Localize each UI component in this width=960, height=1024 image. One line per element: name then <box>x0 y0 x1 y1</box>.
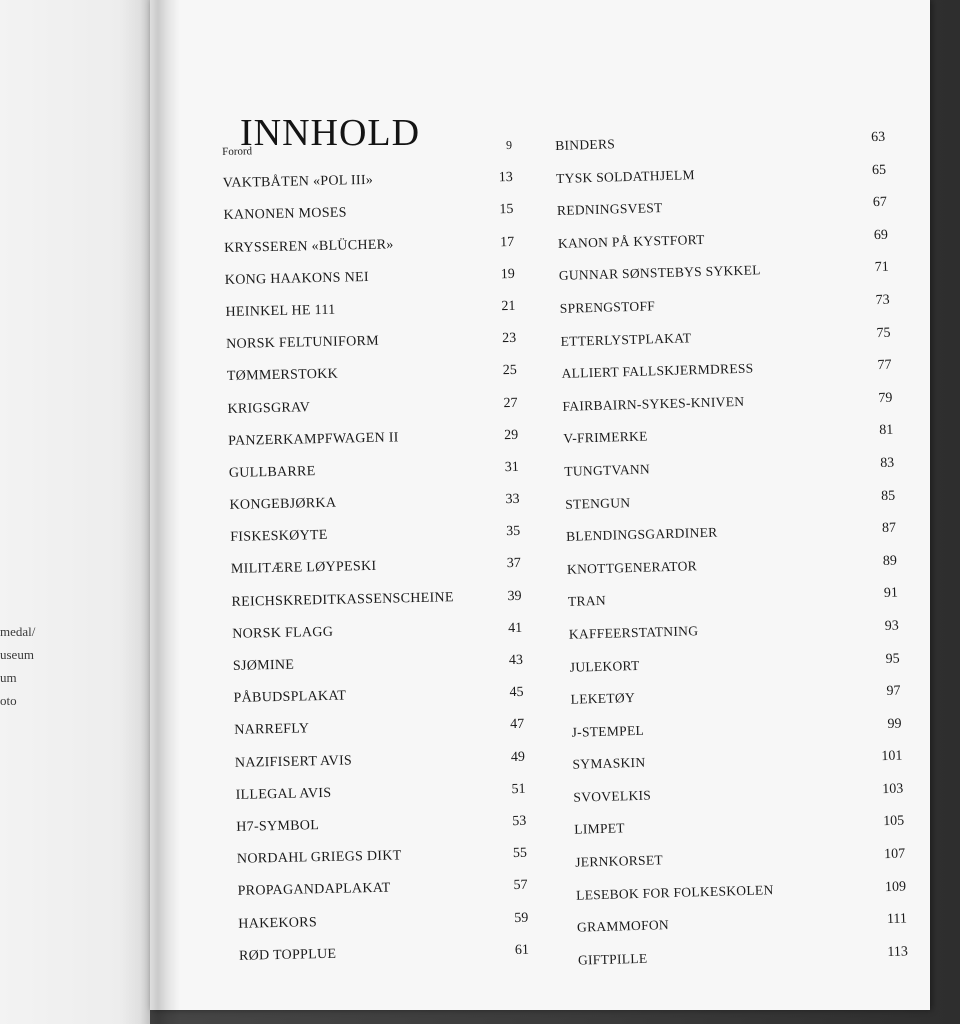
toc-left-column <box>222 138 529 981</box>
toc-entry-page-number: 53 <box>512 813 527 830</box>
toc-entry-title: TYSK SOLDATHJELM <box>555 166 695 186</box>
toc-entry-page-number: 111 <box>886 911 908 928</box>
credit-line: oto <box>0 693 17 708</box>
toc-entry-title: KRIGSGRAV <box>227 399 311 417</box>
toc-entry-title: REICHSKREDITKASSENSCHEINE <box>231 589 454 610</box>
toc-entry-title: ETTERLYSTPLAKAT <box>560 329 692 349</box>
toc-entry-page-number: 95 <box>885 651 900 667</box>
toc-entry-page-number: 9 <box>505 137 513 153</box>
toc-entry <box>239 942 530 980</box>
toc-entry-title: LESEBOK FOR FOLKESKOLEN <box>575 881 774 903</box>
toc-entry-title: KNOTTGENERATOR <box>566 557 698 577</box>
toc-entry-title: LIMPET <box>574 820 626 838</box>
toc-entry-title: SYMASKIN <box>572 755 646 773</box>
toc-entry-page-number: 37 <box>506 556 522 572</box>
toc-entry-title: TRAN <box>567 593 607 610</box>
toc-right-column <box>555 129 909 985</box>
toc-entry-page-number: 33 <box>505 491 520 508</box>
toc-entry-title: PANZERKAMPFWAGEN II <box>228 430 399 449</box>
toc-entry-page-number: 45 <box>509 684 524 701</box>
toc-entry-page-number: 31 <box>504 459 519 476</box>
toc-entry-page-number: 19 <box>500 266 515 282</box>
toc-entry-page-number: 107 <box>883 846 906 863</box>
toc-entry-page-number: 105 <box>883 813 905 830</box>
toc-entry-title: KANONEN MOSES <box>223 205 347 224</box>
toc-entry-page-number: 29 <box>504 427 519 443</box>
toc-entry-page-number: 21 <box>501 298 516 315</box>
toc-entry-title: FISKESKØYTE <box>230 528 328 546</box>
toc-entry-page-number: 27 <box>503 395 518 411</box>
toc-entry-title: NORDAHL GRIEGS DIKT <box>236 848 402 867</box>
toc-entry-title: TØMMERSTOKK <box>226 366 339 385</box>
toc-entry-title: SJØMINE <box>232 657 295 674</box>
toc-entry-title: PÅBUDSPLAKAT <box>233 688 347 707</box>
toc-entry-title: BINDERS <box>555 136 616 153</box>
toc-entry-page-number: 67 <box>872 194 888 211</box>
toc-entry-page-number: 49 <box>510 749 526 765</box>
toc-entry-title: STENGUN <box>565 494 631 512</box>
toc-entry-title: KANON PÅ KYSTFORT <box>557 231 705 251</box>
toc-entry-page-number: 43 <box>508 652 524 669</box>
credit-line: um <box>0 670 17 685</box>
toc-entry-page-number: 103 <box>882 781 904 797</box>
toc-entry-title: GRAMMOFON <box>576 917 670 935</box>
toc-entry-page-number: 51 <box>511 781 526 797</box>
toc-entry-page-number: 83 <box>880 455 895 471</box>
toc-entry-title: Forord <box>222 145 253 158</box>
toc-entry-title: J-STEMPEL <box>571 722 645 740</box>
toc-entry-page-number: 93 <box>884 618 899 634</box>
toc-entry-title: NORSK FELTUNIFORM <box>226 333 380 353</box>
toc-entry-page-number: 75 <box>876 325 891 341</box>
toc-entry-title: BLENDINGSGARDINER <box>565 524 718 544</box>
toc-entry-page-number: 89 <box>882 553 898 569</box>
toc-entry-title: LEKETØY <box>570 690 636 707</box>
toc-entry-title: FAIRBAIRN-SYKES-KNIVEN <box>562 393 745 414</box>
toc-entry-title: GIFTPILLE <box>577 950 648 968</box>
toc-entry-page-number: 79 <box>878 390 893 406</box>
credit-line: medal/ <box>0 624 36 639</box>
toc-entry-page-number: 99 <box>887 716 902 732</box>
toc-entry-title: KRYSSEREN «BLÜCHER» <box>224 236 394 256</box>
toc-entry-title: KONGEBJØRKA <box>229 495 337 513</box>
toc-entry-page-number: 23 <box>501 331 517 347</box>
toc-entry-page-number: 101 <box>881 748 903 765</box>
toc-entry-title: GULLBARRE <box>228 463 316 481</box>
toc-entry-page-number: 61 <box>514 942 530 958</box>
toc-entry-page-number: 81 <box>879 423 894 439</box>
toc-entry-page-number: 47 <box>510 717 525 733</box>
toc-entry-page-number: 71 <box>874 260 889 276</box>
toc-entry-title: SVOVELKIS <box>573 787 652 805</box>
toc-entry-page-number: 57 <box>513 878 528 894</box>
toc-entry-page-number: 109 <box>884 879 907 895</box>
left-page <box>0 0 150 1024</box>
toc-entry-title: HAKEKORS <box>238 914 318 932</box>
toc-entry-page-number: 113 <box>887 944 909 960</box>
toc-entry-page-number: 97 <box>886 683 901 700</box>
toc-entry-title: MILITÆRE LØYPESKI <box>230 559 377 578</box>
toc-entry-title: KAFFEERSTATNING <box>568 623 699 642</box>
toc-entry-title: GUNNAR SØNSTEBYS SYKKEL <box>558 262 761 284</box>
toc-entry-page-number: 59 <box>514 910 529 926</box>
toc-entry-title: REDNINGSVEST <box>556 200 663 219</box>
toc-entry-title: NARREFLY <box>234 721 310 739</box>
toc-entry-title: NAZIFISERT AVIS <box>234 752 353 771</box>
toc-entry-title: NORSK FLAGG <box>232 624 334 642</box>
toc-entry-title: ALLIERT FALLSKJERMDRESS <box>561 360 754 382</box>
toc-entry-page-number: 15 <box>499 202 514 218</box>
toc-entry-page-number: 55 <box>512 845 528 862</box>
credit-line: useum <box>0 647 34 662</box>
toc-entry-page-number: 17 <box>499 234 515 250</box>
toc-entry-page-number: 69 <box>873 227 889 243</box>
toc-entry-page-number: 13 <box>498 170 513 186</box>
toc-entry-title: TUNGTVANN <box>564 461 651 479</box>
toc-entry-page-number: 41 <box>508 620 523 636</box>
toc-entry-title: PROPAGANDAPLAKAT <box>237 880 391 900</box>
toc-entry-title: ILLEGAL AVIS <box>235 785 332 803</box>
toc-entry-page-number: 39 <box>507 588 522 604</box>
toc-entry-page-number: 25 <box>502 363 517 379</box>
toc-entry-title: KONG HAAKONS NEI <box>224 269 369 288</box>
toc-entry-page-number: 91 <box>883 585 899 602</box>
toc-entry-title: SPRENGSTOFF <box>559 298 656 316</box>
toc-entry-title: RØD TOPPLUE <box>238 946 337 964</box>
toc-entry-title: H7-SYMBOL <box>236 818 320 835</box>
page-title: INNHOLD <box>240 112 421 155</box>
left-page-credits <box>0 620 35 712</box>
toc-entry-title: HEINKEL HE 111 <box>225 302 336 320</box>
toc-entry-page-number: 87 <box>881 520 897 537</box>
toc-entry-page-number: 63 <box>870 129 886 146</box>
toc-entry-title: VAKTBÅTEN «POL III» <box>222 173 374 192</box>
toc-entry-page-number: 85 <box>880 488 896 504</box>
book-gutter <box>140 0 180 1024</box>
toc-entry-title: V-FRIMERKE <box>563 428 648 447</box>
toc-entry-page-number: 35 <box>506 524 521 540</box>
toc-entry-title: JERNKORSET <box>575 852 664 870</box>
toc-entry-page-number: 77 <box>877 357 892 374</box>
toc-entry-page-number: 73 <box>875 292 890 309</box>
toc-entry-page-number: 65 <box>871 162 887 178</box>
toc-entry-title: JULEKORT <box>569 657 640 675</box>
